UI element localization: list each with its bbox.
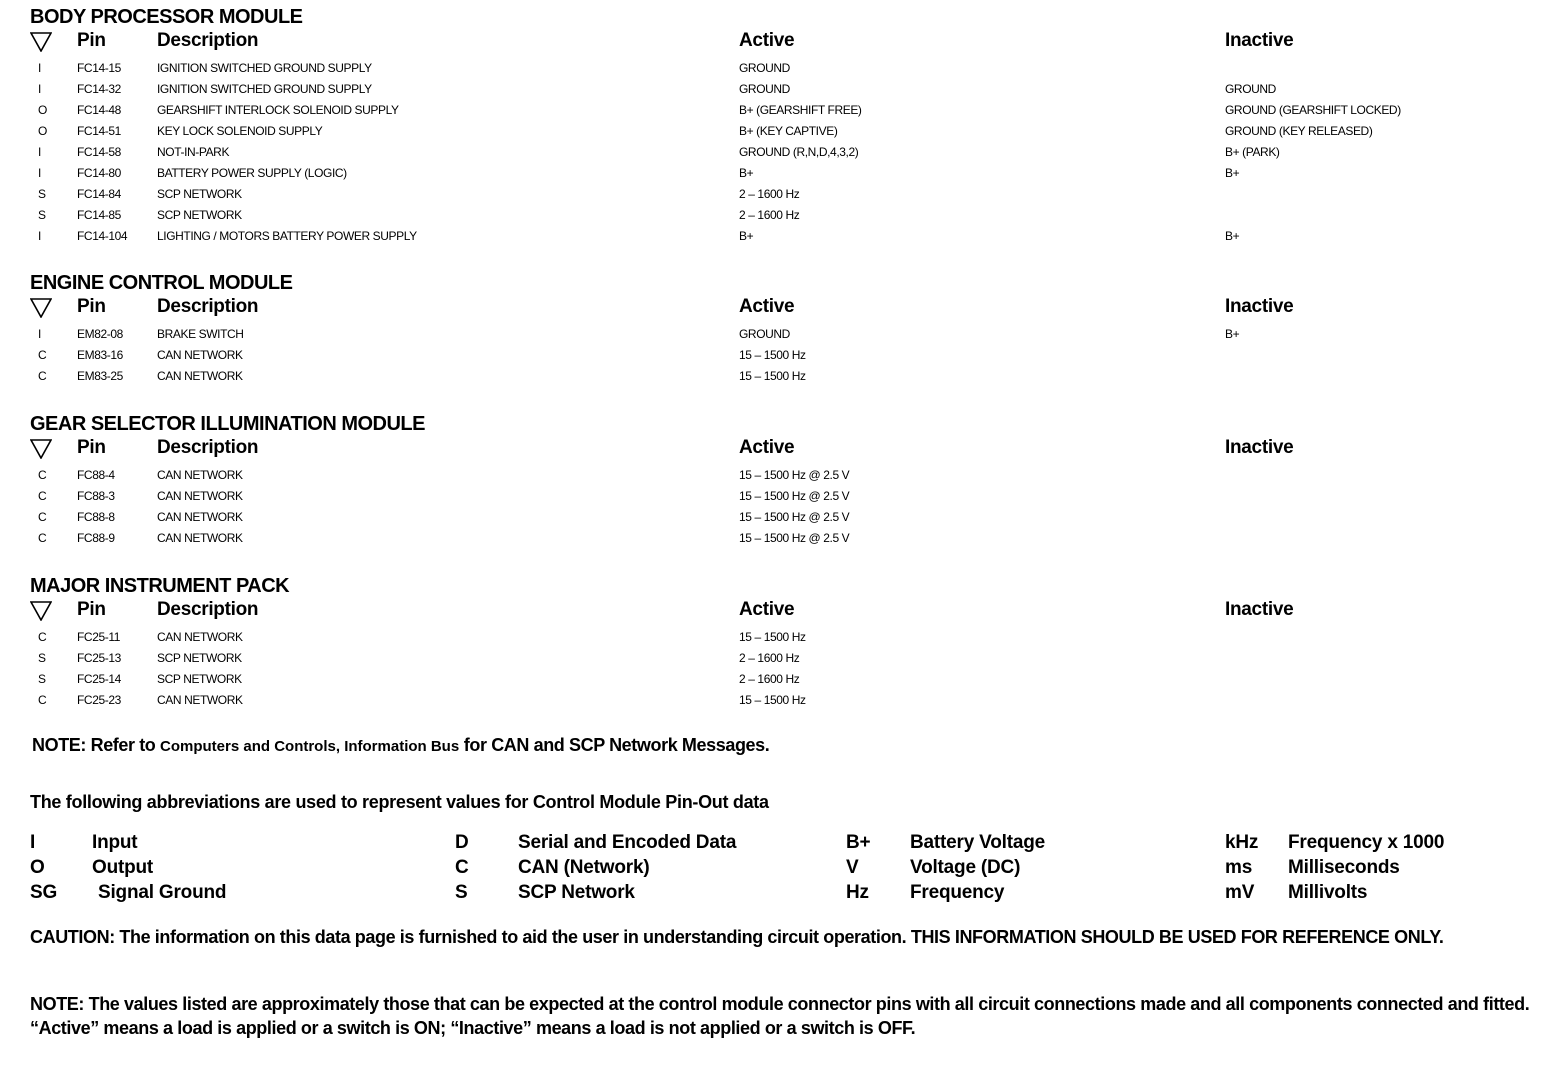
cell-description: NOT-IN-PARK bbox=[157, 145, 230, 159]
column-header-row bbox=[30, 30, 1550, 56]
table-row bbox=[30, 205, 1550, 226]
abbreviation-meaning: Frequency x 1000 bbox=[1288, 832, 1445, 853]
cell-active: 15 – 1500 Hz @ 2.5 V bbox=[739, 531, 850, 545]
table-row bbox=[30, 669, 1550, 690]
cell-type: I bbox=[38, 145, 41, 159]
cell-active: 2 – 1600 Hz bbox=[739, 187, 800, 201]
cell-inactive: B+ (PARK) bbox=[1225, 145, 1280, 159]
header-inactive: Inactive bbox=[1225, 296, 1294, 317]
header-active: Active bbox=[739, 599, 795, 620]
column-header-row bbox=[30, 296, 1550, 322]
triangle-icon bbox=[30, 439, 52, 459]
abbreviation-code: S bbox=[455, 882, 468, 903]
module-title: BODY PROCESSOR MODULE bbox=[30, 6, 303, 28]
abbreviation-meaning: Signal Ground bbox=[98, 882, 227, 903]
pin-table bbox=[30, 324, 1550, 387]
cell-type: S bbox=[38, 672, 46, 686]
abbreviation-meaning: CAN (Network) bbox=[518, 857, 650, 878]
header-description: Description bbox=[157, 437, 259, 458]
cell-type: C bbox=[38, 489, 47, 503]
header-pin: Pin bbox=[77, 296, 106, 317]
cell-description: CAN NETWORK bbox=[157, 489, 243, 503]
abbreviation-meaning: Millivolts bbox=[1288, 882, 1368, 903]
cell-inactive: B+ bbox=[1225, 166, 1240, 180]
header-active: Active bbox=[739, 30, 795, 51]
column-header-row bbox=[30, 599, 1550, 625]
cell-description: CAN NETWORK bbox=[157, 693, 243, 707]
table-row bbox=[30, 58, 1550, 79]
header-active: Active bbox=[739, 296, 795, 317]
header-inactive: Inactive bbox=[1225, 599, 1294, 620]
column-header-row bbox=[30, 437, 1550, 463]
cell-type: C bbox=[38, 468, 47, 482]
abbreviation-meaning: Input bbox=[92, 832, 138, 853]
cell-pin: FC88-4 bbox=[77, 468, 115, 482]
cell-pin: FC14-85 bbox=[77, 208, 121, 222]
abbreviations-intro: The following abbreviations are used to represent values for Control Module Pin-Out data bbox=[30, 792, 769, 812]
cell-pin: FC88-3 bbox=[77, 489, 115, 503]
cell-active: B+ (GEARSHIFT FREE) bbox=[739, 103, 862, 117]
cell-pin: FC14-58 bbox=[77, 145, 121, 159]
table-row bbox=[30, 142, 1550, 163]
cell-description: SCP NETWORK bbox=[157, 187, 242, 201]
table-row bbox=[30, 79, 1550, 100]
cell-type: S bbox=[38, 651, 46, 665]
table-row bbox=[30, 184, 1550, 205]
header-inactive: Inactive bbox=[1225, 30, 1294, 51]
cell-type: C bbox=[38, 693, 47, 707]
table-row bbox=[30, 163, 1550, 184]
cell-type: I bbox=[38, 229, 41, 243]
cell-description: SCP NETWORK bbox=[157, 208, 242, 222]
cell-description: CAN NETWORK bbox=[157, 531, 243, 545]
abbreviation-meaning: Frequency bbox=[910, 882, 1005, 903]
triangle-icon bbox=[30, 32, 52, 52]
network-note bbox=[32, 735, 769, 756]
abbreviation-code: mV bbox=[1225, 882, 1255, 903]
cell-pin: FC88-9 bbox=[77, 531, 115, 545]
cell-type: I bbox=[38, 82, 41, 96]
cell-pin: FC25-13 bbox=[77, 651, 121, 665]
cell-active: 15 – 1500 Hz bbox=[739, 369, 806, 383]
table-row bbox=[30, 345, 1550, 366]
cell-pin: FC14-48 bbox=[77, 103, 121, 117]
cell-description: LIGHTING / MOTORS BATTERY POWER SUPPLY bbox=[157, 229, 417, 243]
cell-description: SCP NETWORK bbox=[157, 651, 242, 665]
cell-active: 15 – 1500 Hz @ 2.5 V bbox=[739, 510, 850, 524]
pin-table bbox=[30, 465, 1550, 549]
cell-pin: FC14-32 bbox=[77, 82, 121, 96]
cell-active: GROUND bbox=[739, 61, 790, 75]
cell-inactive: B+ bbox=[1225, 327, 1240, 341]
cell-description: BATTERY POWER SUPPLY (LOGIC) bbox=[157, 166, 347, 180]
cell-type: C bbox=[38, 348, 47, 362]
cell-active: GROUND (R,N,D,4,3,2) bbox=[739, 145, 859, 159]
cell-description: SCP NETWORK bbox=[157, 672, 242, 686]
cell-type: I bbox=[38, 327, 41, 341]
cell-type: S bbox=[38, 187, 46, 201]
table-row bbox=[30, 226, 1550, 247]
header-pin: Pin bbox=[77, 437, 106, 458]
abbreviations-legend bbox=[30, 832, 1550, 912]
cell-description: GEARSHIFT INTERLOCK SOLENOID SUPPLY bbox=[157, 103, 399, 117]
cell-inactive: GROUND (KEY RELEASED) bbox=[1225, 124, 1373, 138]
cell-active: B+ (KEY CAPTIVE) bbox=[739, 124, 838, 138]
header-inactive: Inactive bbox=[1225, 437, 1294, 458]
cell-active: B+ bbox=[739, 229, 754, 243]
cell-active: GROUND bbox=[739, 82, 790, 96]
table-row bbox=[30, 486, 1550, 507]
abbreviation-code: C bbox=[455, 857, 469, 878]
cell-type: C bbox=[38, 510, 47, 524]
cell-type: I bbox=[38, 61, 41, 75]
module-title: ENGINE CONTROL MODULE bbox=[30, 272, 293, 294]
cell-pin: FC14-104 bbox=[77, 229, 128, 243]
table-row bbox=[30, 507, 1550, 528]
abbreviation-meaning: SCP Network bbox=[518, 882, 635, 903]
table-row bbox=[30, 690, 1550, 711]
header-pin: Pin bbox=[77, 30, 106, 51]
abbreviation-code: V bbox=[846, 857, 859, 878]
triangle-icon bbox=[30, 298, 52, 318]
values-note-text: NOTE: The values listed are approximately those that can be expected at the control module connector pins with all circuit connections made and all components connected and fitted. “Active” means a load is applied or a switch is ON; “Inactive” means a load is not applied or a switch is OFF. bbox=[30, 994, 1530, 1038]
cell-pin: FC14-84 bbox=[77, 187, 121, 201]
abbreviation-code: SG bbox=[30, 882, 58, 903]
cell-pin: EM82-08 bbox=[77, 327, 123, 341]
abbreviation-meaning: Battery Voltage bbox=[910, 832, 1045, 853]
abbreviation-code: I bbox=[30, 832, 36, 853]
cell-active: 2 – 1600 Hz bbox=[739, 672, 800, 686]
cell-type: S bbox=[38, 208, 46, 222]
abbreviation-meaning: Serial and Encoded Data bbox=[518, 832, 737, 853]
table-row bbox=[30, 465, 1550, 486]
caution-text: CAUTION: The information on this data page is furnished to aid the user in understanding circuit operation. THIS INFORMATION SHOULD BE USED FOR REFERENCE ONLY. bbox=[30, 927, 1444, 947]
cell-inactive: B+ bbox=[1225, 229, 1240, 243]
cell-description: IGNITION SWITCHED GROUND SUPPLY bbox=[157, 61, 372, 75]
table-row bbox=[30, 100, 1550, 121]
cell-description: CAN NETWORK bbox=[157, 369, 243, 383]
pin-table bbox=[30, 627, 1550, 711]
table-row bbox=[30, 366, 1550, 387]
cell-active: B+ bbox=[739, 166, 754, 180]
cell-active: 15 – 1500 Hz @ 2.5 V bbox=[739, 489, 850, 503]
header-description: Description bbox=[157, 296, 259, 317]
header-active: Active bbox=[739, 437, 795, 458]
header-description: Description bbox=[157, 30, 259, 51]
abbreviation-meaning: Voltage (DC) bbox=[910, 857, 1021, 878]
cell-pin: FC14-51 bbox=[77, 124, 121, 138]
cell-description: BRAKE SWITCH bbox=[157, 327, 244, 341]
cell-pin: EM83-25 bbox=[77, 369, 123, 383]
abbreviation-code: ms bbox=[1225, 857, 1253, 878]
cell-description: CAN NETWORK bbox=[157, 468, 243, 482]
cell-active: 15 – 1500 Hz bbox=[739, 630, 806, 644]
network-note-lead: NOTE: Refer to bbox=[32, 735, 161, 755]
abbreviation-code: O bbox=[30, 857, 45, 878]
cell-pin: EM83-16 bbox=[77, 348, 123, 362]
network-note-reference: Computers and Controls, Information Bus bbox=[160, 738, 460, 755]
cell-pin: FC25-23 bbox=[77, 693, 121, 707]
table-row bbox=[30, 528, 1550, 549]
network-note-tail: for CAN and SCP Network Messages. bbox=[459, 735, 770, 755]
cell-active: 15 – 1500 Hz @ 2.5 V bbox=[739, 468, 850, 482]
module-title: GEAR SELECTOR ILLUMINATION MODULE bbox=[30, 413, 425, 435]
cell-type: C bbox=[38, 369, 47, 383]
table-row bbox=[30, 121, 1550, 142]
cell-active: 15 – 1500 Hz bbox=[739, 693, 806, 707]
cell-type: O bbox=[38, 124, 47, 138]
header-description: Description bbox=[157, 599, 259, 620]
abbreviation-meaning: Output bbox=[92, 857, 154, 878]
cell-description: IGNITION SWITCHED GROUND SUPPLY bbox=[157, 82, 372, 96]
cell-description: CAN NETWORK bbox=[157, 510, 243, 524]
table-row bbox=[30, 324, 1550, 345]
cell-active: 15 – 1500 Hz bbox=[739, 348, 806, 362]
cell-inactive: GROUND (GEARSHIFT LOCKED) bbox=[1225, 103, 1401, 117]
table-row bbox=[30, 648, 1550, 669]
cell-description: CAN NETWORK bbox=[157, 348, 243, 362]
cell-pin: FC25-14 bbox=[77, 672, 121, 686]
cell-type: C bbox=[38, 630, 47, 644]
cell-type: C bbox=[38, 531, 47, 545]
module-title: MAJOR INSTRUMENT PACK bbox=[30, 575, 290, 597]
cell-active: 2 – 1600 Hz bbox=[739, 651, 800, 665]
cell-type: I bbox=[38, 166, 41, 180]
abbreviation-code: kHz bbox=[1225, 832, 1259, 853]
table-row bbox=[30, 627, 1550, 648]
cell-active: GROUND bbox=[739, 327, 790, 341]
cell-active: 2 – 1600 Hz bbox=[739, 208, 800, 222]
cell-pin: FC25-11 bbox=[77, 630, 120, 644]
triangle-icon bbox=[30, 601, 52, 621]
abbreviation-meaning: Milliseconds bbox=[1288, 857, 1400, 878]
cell-pin: FC14-15 bbox=[77, 61, 121, 75]
abbreviation-code: Hz bbox=[846, 882, 869, 903]
cell-inactive: GROUND bbox=[1225, 82, 1276, 96]
pin-table bbox=[30, 58, 1550, 247]
abbreviation-code: B+ bbox=[846, 832, 871, 853]
cell-description: CAN NETWORK bbox=[157, 630, 243, 644]
cell-description: KEY LOCK SOLENOID SUPPLY bbox=[157, 124, 323, 138]
cell-type: O bbox=[38, 103, 47, 117]
cell-pin: FC88-8 bbox=[77, 510, 115, 524]
header-pin: Pin bbox=[77, 599, 106, 620]
cell-pin: FC14-80 bbox=[77, 166, 121, 180]
abbreviation-code: D bbox=[455, 832, 469, 853]
